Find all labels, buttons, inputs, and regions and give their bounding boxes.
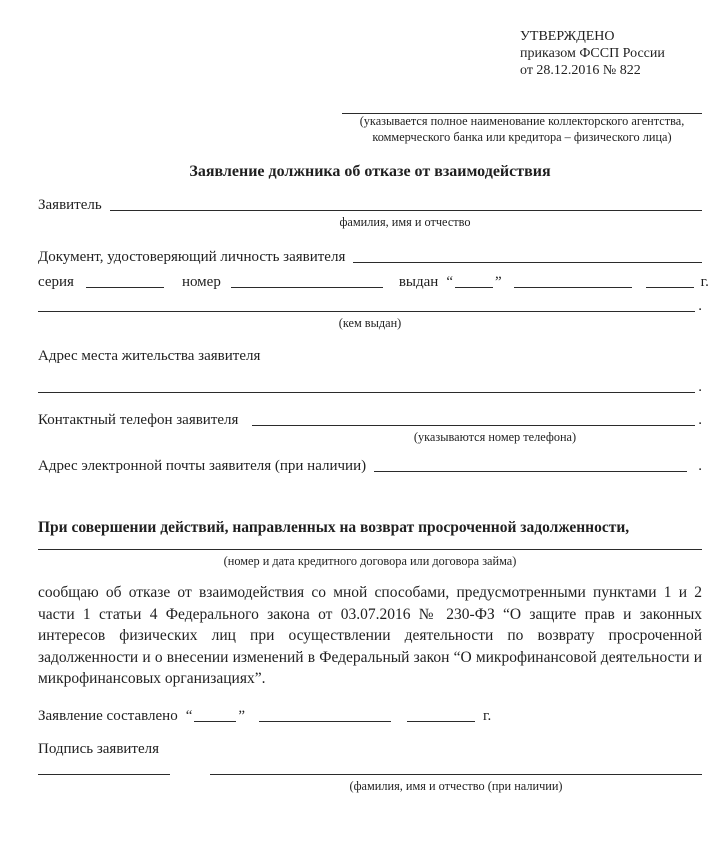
residence-row <box>38 379 702 396</box>
identity-doc-label: Документ, удостоверяющий личность заявителя <box>38 249 346 265</box>
issued-by-row <box>38 298 702 315</box>
approval-line: УТВЕРЖДЕНО <box>520 29 615 44</box>
composed-day-field <box>194 721 236 722</box>
applicant-label: Заявитель <box>38 197 102 213</box>
approval-line: приказом ФССП России <box>520 46 665 61</box>
composed-year-field <box>407 721 475 722</box>
email-field <box>374 471 687 472</box>
open-quote: “ <box>446 274 453 290</box>
signature-name-field <box>210 774 702 775</box>
issued-by-caption-wrap <box>38 315 702 332</box>
close-quote: ” <box>238 707 246 724</box>
recipient-caption: коммерческого банка или кредитора – физического лица) <box>372 129 672 144</box>
statement-paragraph: сообщаю об отказе от взаимодействия со мной способами, предусмотренными пунктами 1 и 2 части 1 статьи 4 Федерального закона от 03.07.2016 № 230-ФЗ “О защите прав и законных интересов физических лиц при осуществлении деятельности по возврату просроченной задолженности и о внесении изменений в Федеральный закон “О микрофинансовой деятельности и микрофинансовых организациях”. <box>38 584 702 687</box>
issued-by-caption: (кем выдан) <box>338 316 402 330</box>
applicant-name-field <box>110 210 702 211</box>
phone-label: Контактный телефон заявителя <box>38 412 239 428</box>
year-suffix: г. <box>483 707 492 724</box>
residence-field <box>38 392 695 393</box>
approval-line: от 28.12.2016 № 822 <box>520 63 641 78</box>
applicant-row <box>38 197 702 214</box>
identity-doc-field <box>353 262 702 263</box>
applicant-caption: фамилия, имя и отчество <box>339 215 471 229</box>
composed-label: Заявление составлено <box>38 707 178 724</box>
signature-label: Подпись заявителя <box>38 740 160 757</box>
composed-row <box>38 708 702 725</box>
phone-caption-wrap <box>288 429 702 446</box>
identity-doc-row <box>38 249 702 266</box>
period-mark: . <box>698 298 702 314</box>
approval-block <box>520 28 702 79</box>
period-mark: . <box>698 458 702 474</box>
issued-by-field <box>38 311 695 312</box>
series-number-row <box>38 274 709 291</box>
issued-month-field <box>514 287 632 288</box>
period-mark: . <box>698 412 702 428</box>
contract-caption: (номер и дата кредитного договора или договора займа) <box>223 554 517 568</box>
contract-caption-wrap <box>38 553 702 570</box>
series-label: серия <box>38 274 74 290</box>
residence-label: Адрес места жительства заявителя <box>38 348 261 364</box>
issued-day-field <box>455 287 493 288</box>
composed-month-field <box>259 721 391 722</box>
signature-field <box>38 774 170 775</box>
open-quote: “ <box>185 707 193 724</box>
signature-caption: (фамилия, имя и отчество (при наличии) <box>349 778 563 793</box>
contract-field <box>38 549 702 550</box>
issued-label: выдан <box>398 274 439 290</box>
close-quote: ” <box>495 274 502 290</box>
number-field <box>231 287 383 288</box>
issued-year-field <box>646 287 694 288</box>
debt-heading: При совершении действий, направленных на возврат просроченной задолженности, <box>38 519 630 536</box>
signature-caption-wrap <box>210 778 702 795</box>
series-field <box>86 287 164 288</box>
email-label: Адрес электронной почты заявителя (при наличии) <box>38 458 367 474</box>
phone-field <box>252 425 695 426</box>
number-label: номер <box>181 274 221 290</box>
recipient-caption: (указывается полное наименование коллекторского агентства, <box>359 114 685 128</box>
phone-caption: (указываются номер телефона) <box>413 430 577 444</box>
form-title: Заявление должника об отказе от взаимодействия <box>189 163 551 180</box>
recipient-block <box>342 101 702 145</box>
period-mark: . <box>698 379 702 395</box>
phone-row <box>38 412 702 429</box>
applicant-caption-wrap <box>108 214 702 231</box>
year-suffix: г. <box>700 274 709 290</box>
email-row <box>38 458 702 475</box>
recipient-name-field <box>342 101 702 114</box>
